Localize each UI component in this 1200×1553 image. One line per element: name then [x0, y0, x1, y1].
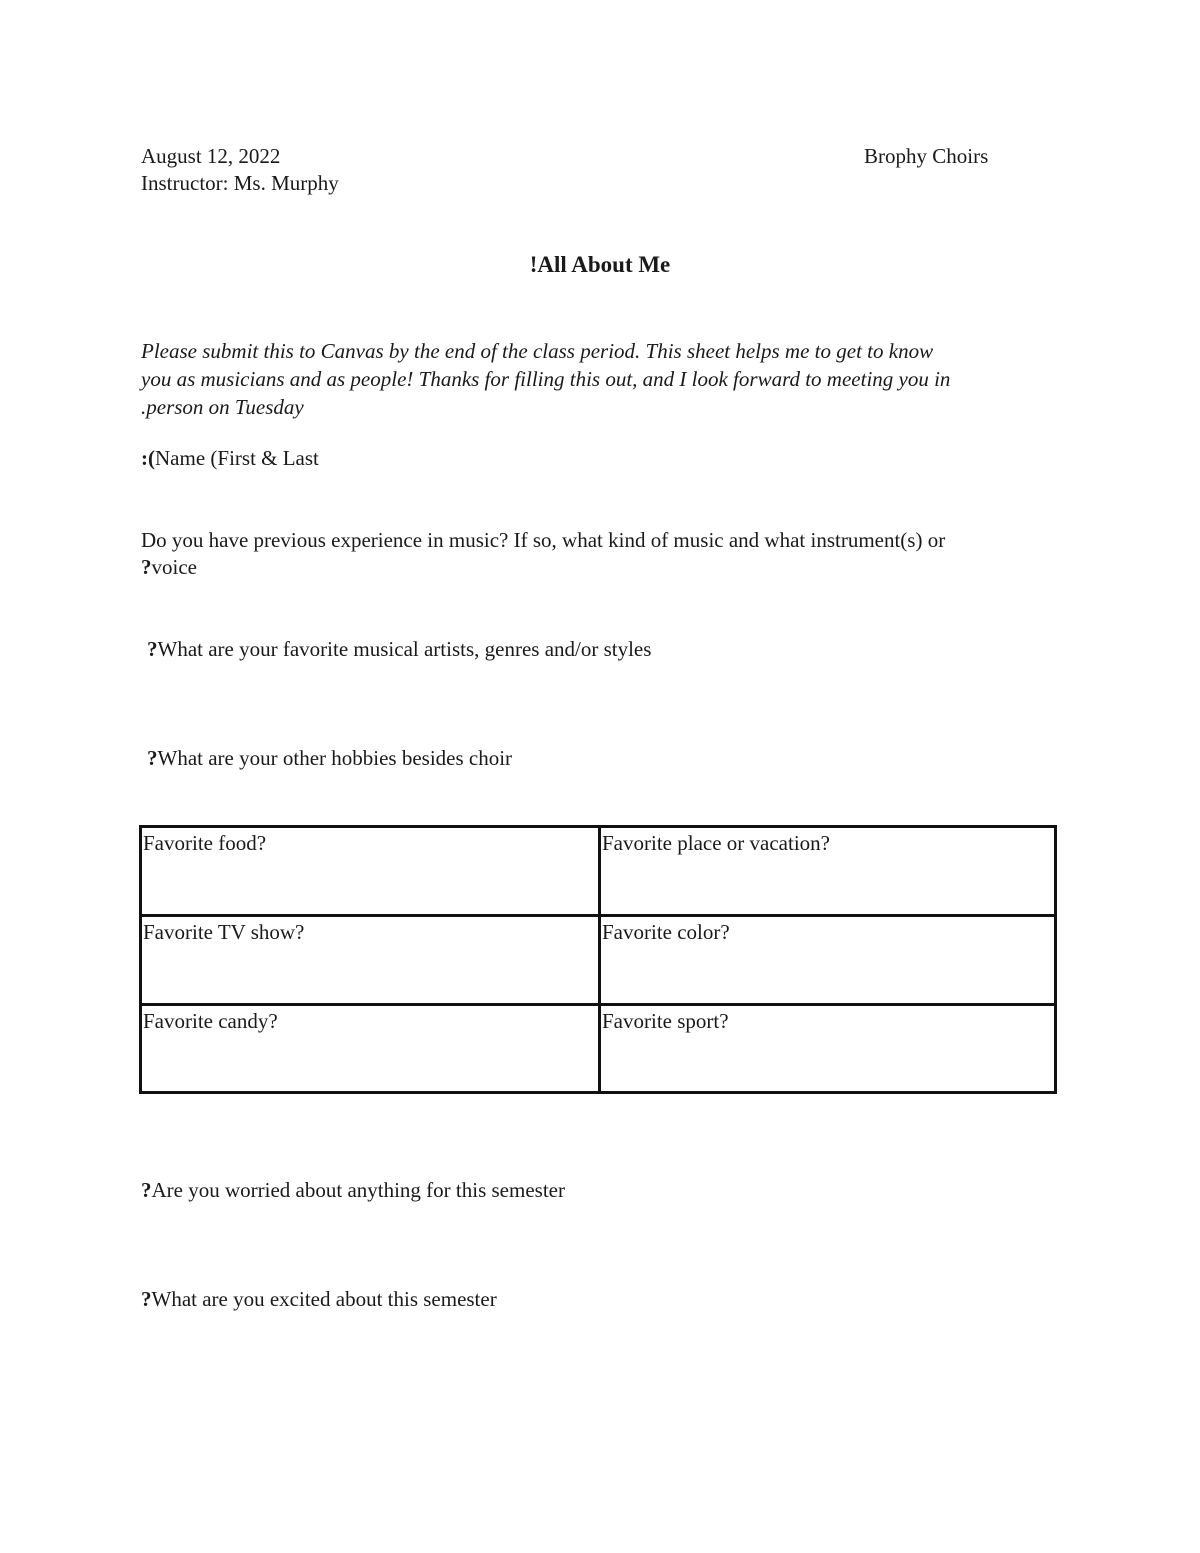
question-hobbies-prefix: ? [147, 746, 158, 770]
question-experience [141, 527, 945, 581]
favorites-table [139, 825, 1057, 1094]
favorite-sport-cell[interactable] [601, 1006, 1054, 1091]
favorite-tv-show-cell[interactable] [142, 917, 598, 1003]
intro-paragraph [141, 337, 1071, 421]
question-artists [147, 636, 651, 663]
question-artists-prefix: ? [147, 637, 158, 661]
question-experience-line-1: Do you have previous experience in music? If so, what kind of music and what instrument(s) or [141, 528, 946, 552]
question-name-prefix: :( [141, 446, 155, 470]
favorite-color-cell[interactable] [601, 917, 1054, 1003]
favorite-place-cell[interactable] [601, 828, 1054, 914]
organization-name: Brophy Choirs [864, 144, 989, 168]
question-excited [141, 1286, 497, 1313]
question-artists-text: What are your favorite musical artists, genres and/or styles [157, 637, 652, 661]
favorite-sport-label: Favorite sport? [602, 1009, 729, 1033]
favorite-place-label: Favorite place or vacation? [602, 831, 830, 855]
favorite-food-label: Favorite food? [143, 831, 267, 855]
document-date: August 12, 2022 [141, 144, 281, 168]
question-worried-text: Are you worried about anything for this semester [151, 1178, 565, 1202]
question-experience-line-2: voice [151, 555, 197, 579]
favorite-food-cell[interactable] [142, 828, 598, 914]
question-worried [141, 1177, 565, 1204]
question-name-text: Name (First & Last [155, 446, 319, 470]
instructor-name: Instructor: Ms. Murphy [141, 171, 339, 195]
question-excited-prefix: ? [141, 1287, 152, 1311]
intro-line-2: you as musicians and as people! Thanks for filling this out, and I look forward to meeting you in [141, 367, 951, 391]
question-excited-text: What are you excited about this semester [151, 1287, 497, 1311]
intro-line-3: .person on Tuesday [141, 395, 304, 419]
favorite-tv-show-label: Favorite TV show? [143, 920, 305, 944]
question-experience-prefix: ? [141, 555, 152, 579]
question-hobbies-text: What are your other hobbies besides choir [157, 746, 513, 770]
question-worried-prefix: ? [141, 1178, 152, 1202]
page-title: !All About Me [529, 252, 671, 277]
question-hobbies [147, 745, 512, 772]
intro-line-1: Please submit this to Canvas by the end of the class period. This sheet helps me to get to know [141, 339, 934, 363]
question-name [141, 445, 319, 472]
favorite-candy-label: Favorite candy? [143, 1009, 278, 1033]
header-left [141, 143, 339, 197]
favorite-color-label: Favorite color? [602, 920, 730, 944]
favorite-candy-cell[interactable] [142, 1006, 598, 1091]
